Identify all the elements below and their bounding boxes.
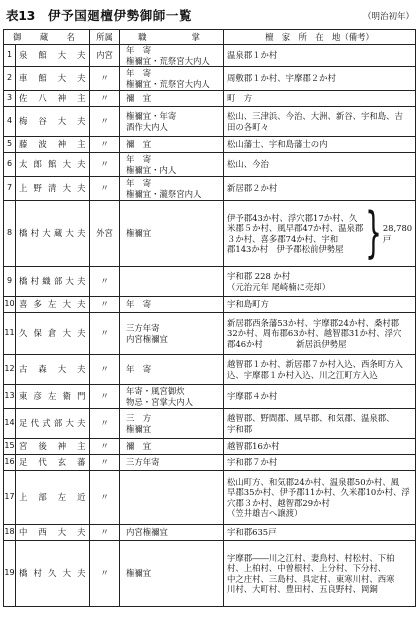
shokusho-cell: 禰 宜 bbox=[120, 137, 224, 153]
oshi-name: 上部左近 bbox=[16, 471, 90, 525]
shozoku-cell: 〃 bbox=[90, 137, 120, 153]
table-row bbox=[4, 153, 416, 177]
table-row bbox=[4, 409, 416, 439]
shozoku-cell: 〃 bbox=[90, 409, 120, 439]
chiiki-cell: 松山藩士、宇和島藩士の内 bbox=[224, 137, 416, 153]
household-total: 28,780戸 bbox=[382, 223, 413, 244]
table-row bbox=[4, 385, 416, 409]
col-header-name: 御 蔵 名 bbox=[4, 30, 90, 45]
oshi-name: 梅谷大夫 bbox=[16, 107, 90, 137]
table-row bbox=[4, 541, 416, 607]
shokusho-cell: 年 寄 権禰宜・荒祭宮大内人 bbox=[120, 45, 224, 67]
chiiki-cell: 越智郡１か村、新居郡７か村入込、西条町方入 込、宇摩郡１か村入込、川之江町方入込 bbox=[224, 355, 416, 385]
oshi-name: 橋村織部大夫 bbox=[16, 267, 90, 297]
table-row bbox=[4, 91, 416, 107]
oshi-name: 藤波神主 bbox=[16, 137, 90, 153]
oshi-table bbox=[3, 29, 416, 607]
chiiki-cell: 宇和郡 228 か村 （元治元年 尾崎楠に売却） bbox=[224, 267, 416, 297]
table-row bbox=[4, 267, 416, 297]
chiiki-cell: 宇和郡７か村 bbox=[224, 455, 416, 471]
shokusho-cell bbox=[120, 267, 224, 297]
oshi-name: 宮後神主 bbox=[16, 439, 90, 455]
table-row bbox=[4, 525, 416, 541]
chiiki-bracket-group bbox=[224, 202, 415, 266]
shokusho-cell: 三方年寄 bbox=[120, 455, 224, 471]
chiiki-cell: 松山、今治 bbox=[224, 153, 416, 177]
shokusho-cell: 権禰宜・年寄 酒作大内人 bbox=[120, 107, 224, 137]
table-row bbox=[4, 313, 416, 355]
chiiki-cell: 町 方 bbox=[224, 91, 416, 107]
table-header bbox=[4, 8, 414, 26]
row-number: 7 bbox=[4, 177, 16, 201]
chiiki-cell: 松山、三津浜、今治、大洲、新谷、宇和島、吉 田の各町々 bbox=[224, 107, 416, 137]
oshi-name: 上野清大夫 bbox=[16, 177, 90, 201]
shozoku-cell: 〃 bbox=[90, 455, 120, 471]
shokusho-cell: 年 寄 権禰宜・瀧祭宮内人 bbox=[120, 177, 224, 201]
shozoku-cell: 〃 bbox=[90, 471, 120, 525]
table-row bbox=[4, 45, 416, 67]
chiiki-cell: 越智郡16か村 bbox=[224, 439, 416, 455]
table-row bbox=[4, 355, 416, 385]
oshi-name: 太郎館大夫 bbox=[16, 153, 90, 177]
shokusho-cell: 三 方 権禰宜 bbox=[120, 409, 224, 439]
chiiki-cell: 新居郡西条藩53か村、宇摩郡24か村、桑村郡 32か村、周布郡63か村、越智郡31か村、浮穴 郡46か村 新居浜伊勢屋 bbox=[224, 313, 416, 355]
shozoku-cell: 〃 bbox=[90, 107, 120, 137]
shozoku-cell: 〃 bbox=[90, 525, 120, 541]
chiiki-cell: 周敷郡１か村、宇摩郡２か村 bbox=[224, 67, 416, 91]
oshi-name: 久保倉大夫 bbox=[16, 313, 90, 355]
table-title: 伊予国廻檀伊勢御師一覧 bbox=[48, 8, 193, 23]
row-number: 13 bbox=[4, 385, 16, 409]
shozoku-cell: 〃 bbox=[90, 313, 120, 355]
oshi-name: 足代玄蕃 bbox=[16, 455, 90, 471]
chiiki-cell: 松山町方、和気郡24か村、温泉郡50か村、風 早郡35か村、伊予郡11か村、久米郡10か村、浮 穴郡３か村、越智郡29か村 （笠井雄吉へ譲渡） bbox=[224, 471, 416, 525]
oshi-name: 橋村大蔵大夫 bbox=[16, 201, 90, 267]
oshi-name: 足代式部大夫 bbox=[16, 409, 90, 439]
oshi-name: 橋村久大夫 bbox=[16, 541, 90, 607]
chiiki-cell: 越智郡、野間郡、風早郡、和気郡、温泉郡、 宇和郡 bbox=[224, 409, 416, 439]
shozoku-cell: 〃 bbox=[90, 355, 120, 385]
col-header-chiiki: 檀 家 所 在 地（備考） bbox=[224, 30, 416, 45]
row-number: 14 bbox=[4, 409, 16, 439]
row-number: 19 bbox=[4, 541, 16, 607]
oshi-name: 古森大夫 bbox=[16, 355, 90, 385]
chiiki-cell: 宇和島町方 bbox=[224, 297, 416, 313]
shokusho-cell: 年 寄 bbox=[120, 297, 224, 313]
table-row bbox=[4, 107, 416, 137]
row-number: 9 bbox=[4, 267, 16, 297]
right-brace-icon: } bbox=[365, 202, 382, 266]
shokusho-cell: 禰 宜 bbox=[120, 439, 224, 455]
table-row bbox=[4, 177, 416, 201]
oshi-name: 中西大夫 bbox=[16, 525, 90, 541]
chiiki-cell: 宇摩郡――川之江村、妻鳥村、村松村、下柏 村、上柏村、中曽根村、上分村、下分村、 中之庄村、三島村、具定村、東寒川村、西寒 川村、大町村、豊田村、五良野村、岡銅 bbox=[224, 541, 416, 607]
oshi-name: 佐八神主 bbox=[16, 91, 90, 107]
shokusho-cell: 権禰宜 bbox=[120, 201, 224, 267]
shokusho-cell: 内宮権禰宜 bbox=[120, 525, 224, 541]
row-number: 8 bbox=[4, 201, 16, 267]
table-row bbox=[4, 439, 416, 455]
row-number: 6 bbox=[4, 153, 16, 177]
table-row bbox=[4, 137, 416, 153]
row-number: 1 bbox=[4, 45, 16, 67]
oshi-name: 東彦左衛門 bbox=[16, 385, 90, 409]
row-number: 10 bbox=[4, 297, 16, 313]
row-number: 11 bbox=[4, 313, 16, 355]
oshi-name: 喜多左大夫 bbox=[16, 297, 90, 313]
chiiki-cell: 新居郡２か村 bbox=[224, 177, 416, 201]
shozoku-cell: 〃 bbox=[90, 385, 120, 409]
chiiki-cell: 温泉郡１か村 bbox=[224, 45, 416, 67]
shokusho-cell: 年 寄 権禰宜・荒祭宮大内人 bbox=[120, 67, 224, 91]
table-date-note: （明治初年） bbox=[362, 12, 414, 22]
table-row bbox=[4, 297, 416, 313]
row-number: 5 bbox=[4, 137, 16, 153]
shozoku-cell: 〃 bbox=[90, 91, 120, 107]
shozoku-cell: 〃 bbox=[90, 297, 120, 313]
chiiki-cell: 宇和郡635戸 bbox=[224, 525, 416, 541]
shokusho-cell: 年寄・風宮御炊 物忌・宮掌大内人 bbox=[120, 385, 224, 409]
chiiki-cell: 宇摩郡４か村 bbox=[224, 385, 416, 409]
shozoku-cell: 外宮 bbox=[90, 201, 120, 267]
shokusho-cell: 年 寄 bbox=[120, 355, 224, 385]
shozoku-cell: 〃 bbox=[90, 153, 120, 177]
row-number: 2 bbox=[4, 67, 16, 91]
shokusho-cell: 権禰宜 bbox=[120, 541, 224, 607]
chiiki-cell bbox=[224, 201, 416, 267]
oshi-name: 車館大夫 bbox=[16, 67, 90, 91]
col-header-shozoku: 所属 bbox=[90, 30, 120, 45]
table-number: 表13 bbox=[6, 8, 35, 23]
header-row bbox=[4, 30, 416, 45]
shozoku-cell: 〃 bbox=[90, 67, 120, 91]
shozoku-cell: 〃 bbox=[90, 439, 120, 455]
table-row bbox=[4, 67, 416, 91]
col-header-shokusho: 職 掌 bbox=[120, 30, 224, 45]
table-row bbox=[4, 471, 416, 525]
shozoku-cell: 〃 bbox=[90, 267, 120, 297]
row-number: 4 bbox=[4, 107, 16, 137]
shokusho-cell bbox=[120, 471, 224, 525]
table-body bbox=[4, 45, 416, 607]
shozoku-cell: 内宮 bbox=[90, 45, 120, 67]
shokusho-cell: 三方年寄 内宮権禰宜 bbox=[120, 313, 224, 355]
row-number: 17 bbox=[4, 471, 16, 525]
oshi-name: 泉館大夫 bbox=[16, 45, 90, 67]
row-number: 12 bbox=[4, 355, 16, 385]
shozoku-cell: 〃 bbox=[90, 177, 120, 201]
shokusho-cell: 年 寄 権禰宜・内人 bbox=[120, 153, 224, 177]
table-row bbox=[4, 201, 416, 267]
table-row bbox=[4, 455, 416, 471]
row-number: 18 bbox=[4, 525, 16, 541]
shozoku-cell: 〃 bbox=[90, 541, 120, 607]
chiiki-text: 伊予郡43か村、浮穴郡17か村、久 米郡５か村、風早郡47か村、温泉郡 ３か村、喜多郡74か村、宇和 郡143か村 伊予郡松前伊勢屋 bbox=[227, 212, 364, 255]
shokusho-cell: 禰 宜 bbox=[120, 91, 224, 107]
row-number: 16 bbox=[4, 455, 16, 471]
row-number: 3 bbox=[4, 91, 16, 107]
row-number: 15 bbox=[4, 439, 16, 455]
